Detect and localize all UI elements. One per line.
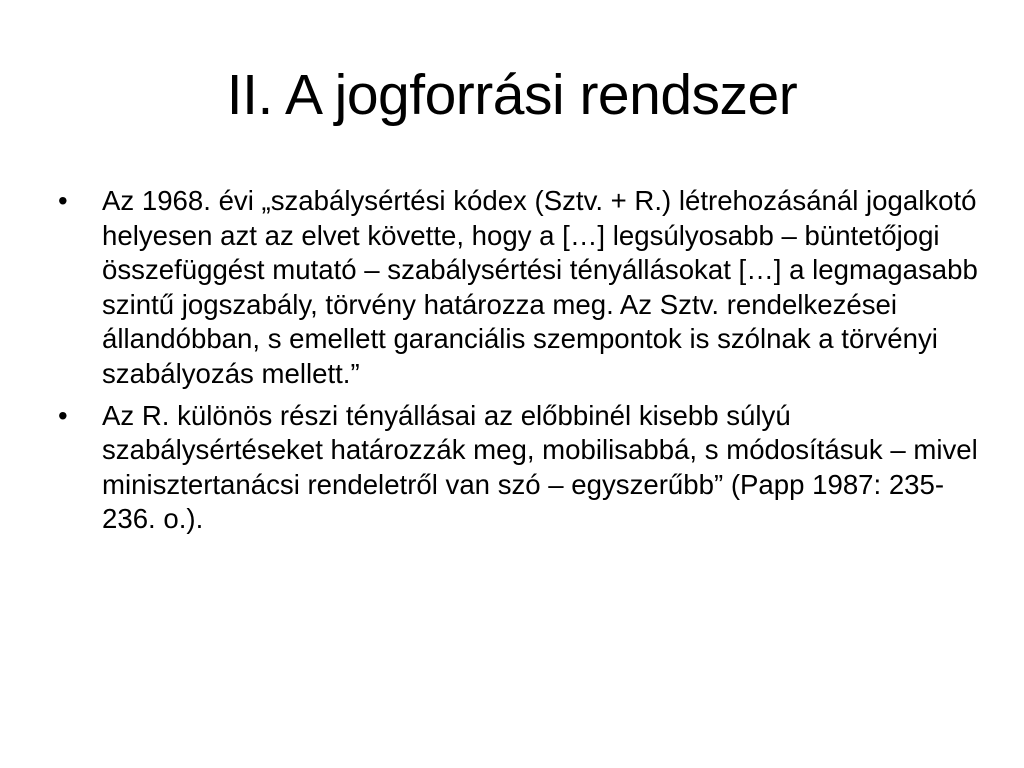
bullet-item-2 xyxy=(58,399,978,537)
bullet-dot-icon: • xyxy=(58,185,68,216)
slide-title: II. A jogforrási rendszer xyxy=(226,63,798,127)
bullet-text-1: Az 1968. évi „szabálysértési kódex (Sztv. + R.) létrehozásánál jogalkotó helyesen azt az elvet követte, hogy a […] legsúlyosabb – büntetőjogi összefüggést mutató – szabálysértési tényállásokat […] a legmagasabb szintű jogszabály, törvény határozza meg. Az Sztv. rendelkezései állandóbban, s emellett garanciális szempontok is szólnak a törvényi szabályozás mellett.” xyxy=(102,185,978,389)
bullet-dot-icon: • xyxy=(58,399,68,431)
bullet-item-1 xyxy=(58,184,978,392)
bullet-list xyxy=(58,184,978,544)
bullet-text-2: Az R. különös részi tényállásai az előbbinél kisebb súlyú szabálysértéseket határozzák meg, mobilisabbá, s módosításuk – mivel minisztertanácsi rendeletről van szó – egyszerűbb” (Papp 1987: 235-236. o.). xyxy=(102,399,978,535)
